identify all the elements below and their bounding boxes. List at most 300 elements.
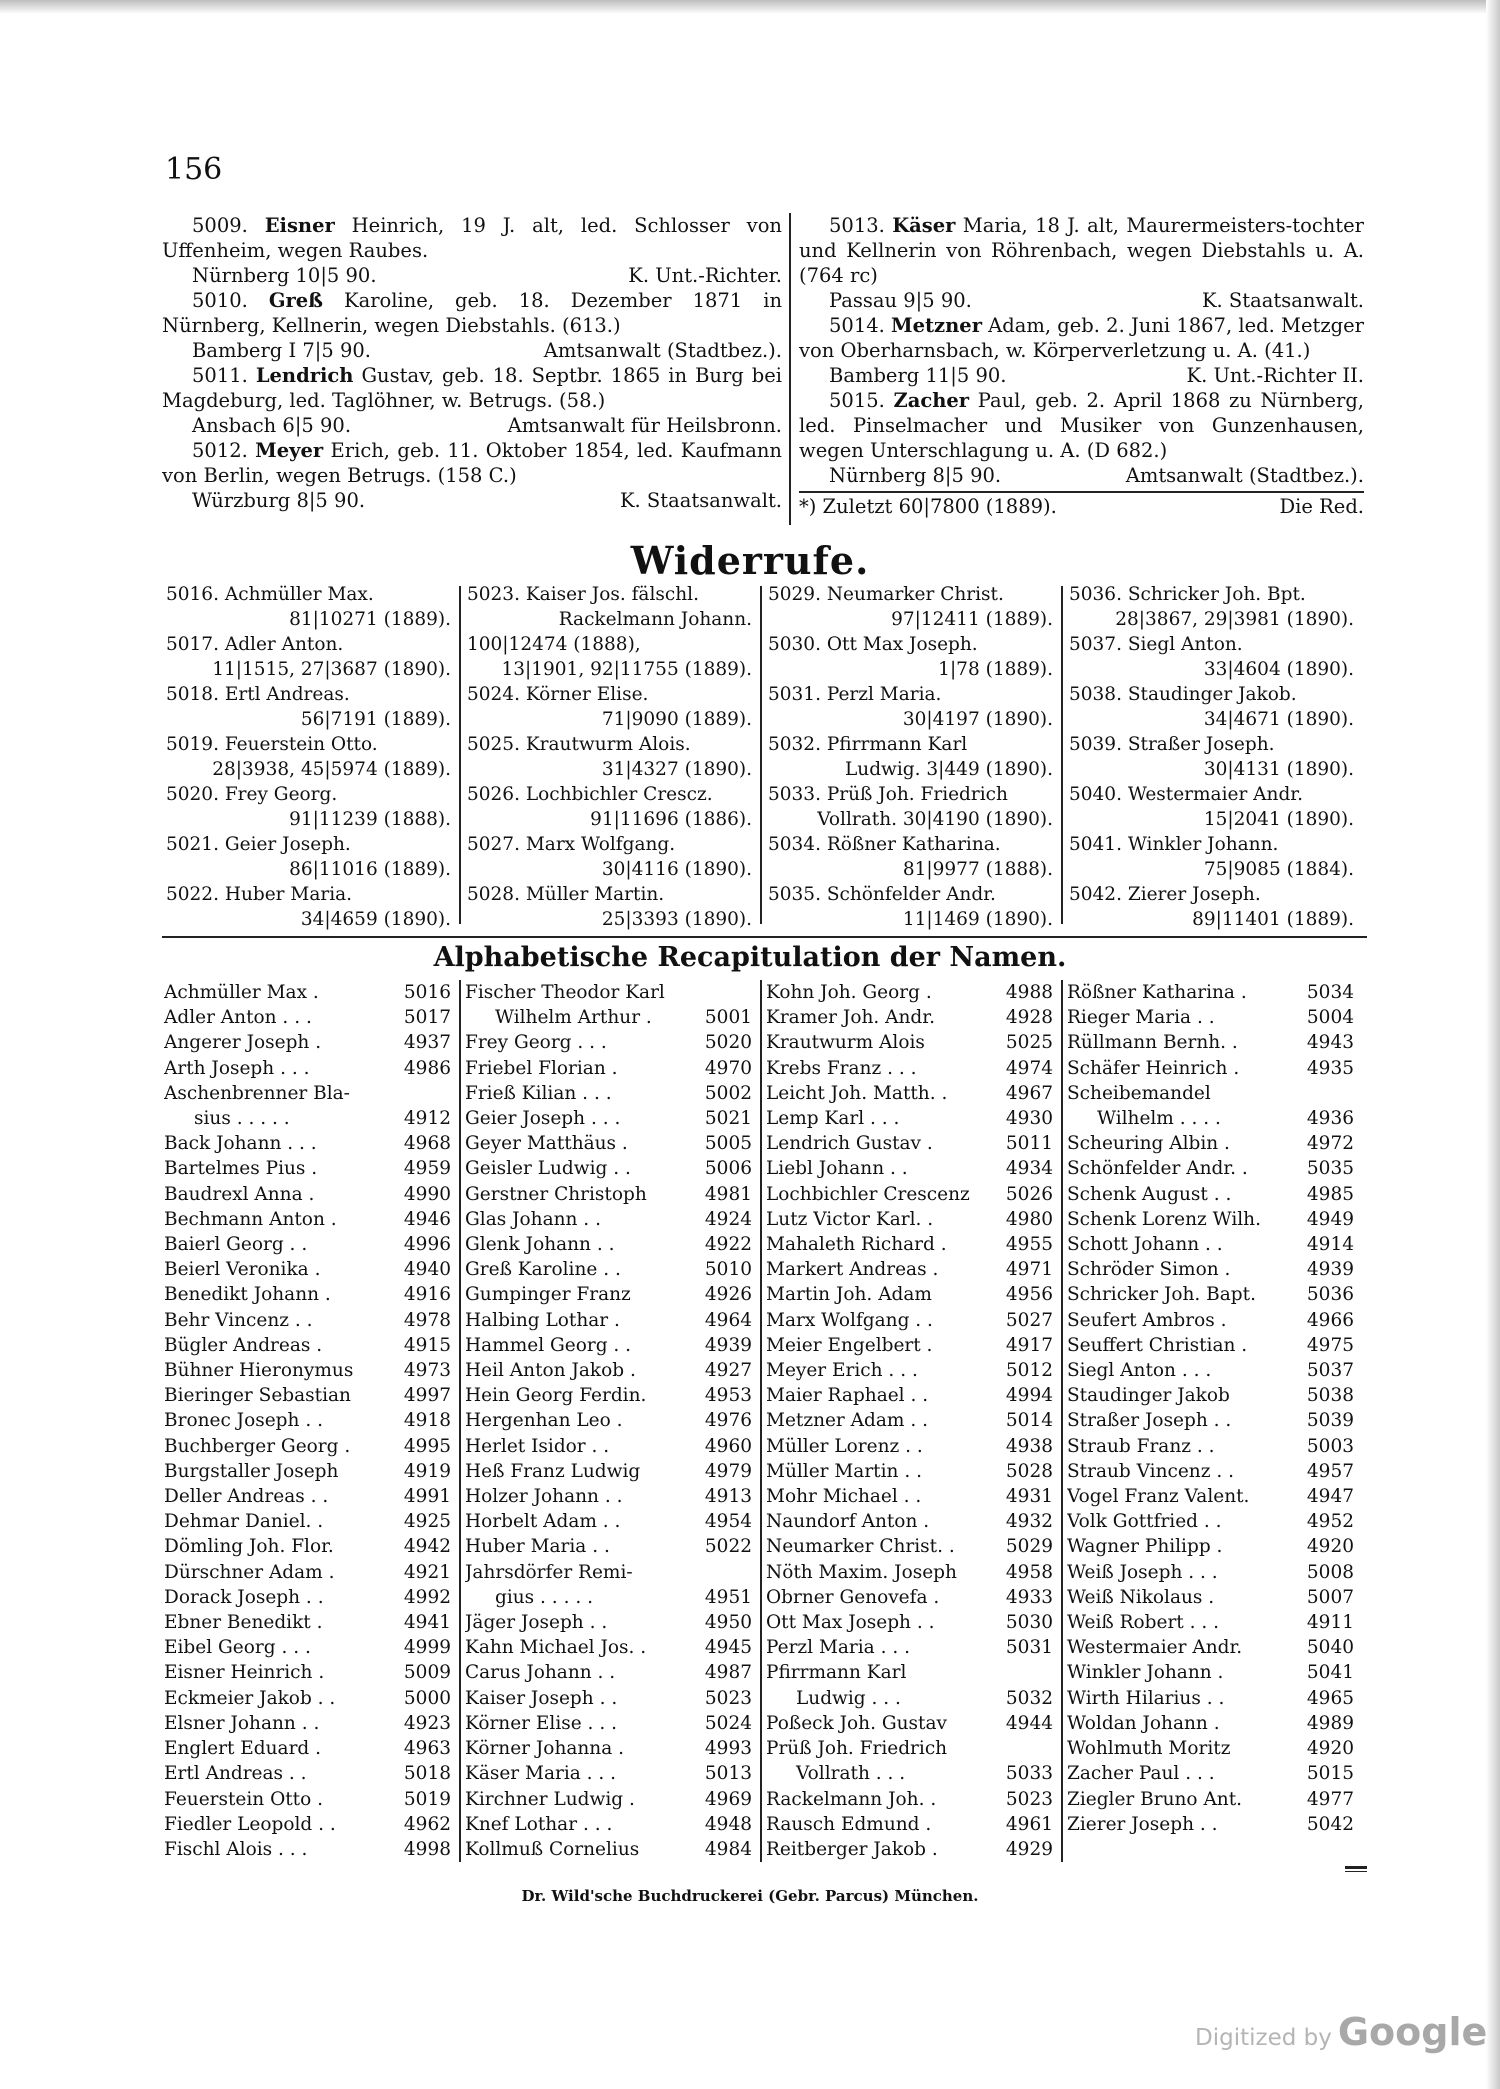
recap-number: 4955 — [1005, 1234, 1053, 1256]
widerruf-reference: 11|1469 (1890). — [902, 909, 1053, 930]
recap-number: 4971 — [1005, 1259, 1053, 1281]
recap-row — [766, 1585, 1059, 1610]
recap-number: 4959 — [403, 1158, 451, 1180]
recap-number: 4958 — [1005, 1561, 1053, 1583]
recap-name: Seuffert Christian . — [1067, 1334, 1248, 1356]
recap-number: 4956 — [1005, 1284, 1053, 1306]
recap-name: Back Johann . . . — [164, 1133, 317, 1155]
recap-number: 4968 — [403, 1133, 451, 1155]
entry-number: 5009. — [192, 214, 248, 237]
widerruf-item — [768, 582, 1057, 632]
recap-row — [465, 1333, 758, 1358]
widerruf-reference: 81|10271 (1889). — [289, 609, 451, 630]
recap-name: Scheibemandel — [1067, 1082, 1211, 1104]
recap-row — [164, 1812, 457, 1837]
recap-number: 4954 — [704, 1511, 752, 1533]
recap-number: 5034 — [1306, 982, 1354, 1003]
entry-number: 5011. — [192, 364, 248, 387]
widerruf-name: 5024. Körner Elise. — [467, 684, 649, 705]
recap-row — [465, 1232, 758, 1257]
entry — [162, 213, 782, 288]
recap-number: 5025 — [1005, 1032, 1053, 1054]
entries-right-column — [799, 213, 1364, 519]
recap-number: 4927 — [704, 1360, 752, 1382]
widerruf-reference: 31|4327 (1890). — [601, 759, 752, 780]
recap-row — [465, 1056, 758, 1081]
widerruf-item — [1069, 782, 1358, 832]
recap-row — [465, 1030, 758, 1055]
widerruf-item — [467, 832, 756, 882]
widerruf-name: 5017. Adler Anton. — [166, 634, 344, 655]
recap-name: Lemp Karl . . . — [766, 1108, 900, 1130]
recap-name: Körner Elise . . . — [465, 1712, 617, 1734]
recap-row — [766, 1711, 1059, 1736]
entry-authority: Amtsanwalt (Stadtbez.). — [543, 339, 782, 362]
recap-name: Lutz Victor Karl. . — [766, 1208, 934, 1230]
recap-number: 4947 — [1306, 1486, 1354, 1508]
recap-name: Kohn Joh. Georg . — [766, 982, 932, 1003]
widerruf-column — [467, 582, 756, 932]
recap-name: Achmüller Max . — [164, 982, 319, 1003]
recap-name: Heil Anton Jakob . — [465, 1360, 636, 1382]
recap-row — [465, 1787, 758, 1812]
recap-name: Dömling Joh. Flor. — [164, 1536, 334, 1558]
recap-row — [164, 1610, 457, 1635]
entry-number: 5014. — [829, 314, 885, 337]
recap-number: 5026 — [1005, 1183, 1053, 1205]
recap-row — [465, 1585, 758, 1610]
recap-name: Zacher Paul . . . — [1067, 1763, 1215, 1785]
recap-number: 4923 — [403, 1712, 451, 1734]
recap-row — [766, 1686, 1059, 1711]
column-divider — [789, 213, 791, 525]
recap-row — [164, 1761, 457, 1786]
recap-number: 4997 — [403, 1385, 451, 1407]
recap-number: 4976 — [704, 1410, 752, 1432]
recapitulation-section — [162, 980, 1367, 1862]
recap-row — [1067, 1787, 1360, 1812]
recap-row — [465, 1534, 758, 1559]
column-divider — [1061, 586, 1063, 924]
recap-name: Jäger Joseph . . — [465, 1612, 608, 1634]
recap-number: 4914 — [1306, 1234, 1354, 1256]
widerruf-reference: 30|4116 (1890). — [601, 859, 752, 880]
widerruf-reference: 30|4131 (1890). — [1203, 759, 1354, 780]
recap-name: Kaiser Joseph . . — [465, 1687, 618, 1709]
entry-text — [799, 313, 1364, 363]
recap-number: 5030 — [1005, 1612, 1053, 1634]
recap-row — [164, 1232, 457, 1257]
recap-name: Hergenhan Leo . — [465, 1410, 623, 1432]
recap-name: Bügler Andreas . — [164, 1334, 323, 1356]
recap-name: Knef Lothar . . . — [465, 1813, 613, 1835]
recap-row — [1067, 1333, 1360, 1358]
recap-name: Ziegler Bruno Ant. — [1067, 1788, 1243, 1810]
recap-row — [465, 1005, 758, 1030]
recap-row — [766, 1232, 1059, 1257]
entry-name: Zacher — [893, 389, 970, 412]
recap-row — [465, 1358, 758, 1383]
recap-name: Behr Vincenz . . — [164, 1309, 313, 1331]
recap-name: Rackelmann Joh. . — [766, 1788, 937, 1810]
recap-row — [164, 1131, 457, 1156]
recap-number: 4940 — [403, 1259, 451, 1281]
recap-name: Markert Andreas . — [766, 1259, 939, 1281]
recap-row — [1067, 1484, 1360, 1509]
recap-name: Deller Andreas . . — [164, 1486, 329, 1508]
recap-row — [766, 1308, 1059, 1333]
scan-edge-right — [1486, 0, 1500, 2089]
entry-text — [799, 213, 1364, 288]
recap-name: Kirchner Ludwig . — [465, 1788, 635, 1810]
recap-name: Straub Vincenz . . — [1067, 1460, 1234, 1482]
recap-row — [164, 1056, 457, 1081]
recap-number: 4973 — [403, 1360, 451, 1382]
recap-row — [1067, 1383, 1360, 1408]
recap-row — [766, 1812, 1059, 1837]
recap-row — [766, 980, 1059, 1005]
recap-number: 4933 — [1005, 1586, 1053, 1608]
widerruf-item — [467, 682, 756, 732]
page-number: 156 — [165, 152, 223, 187]
recap-row — [465, 1156, 758, 1181]
recap-row — [465, 1736, 758, 1761]
recap-number: 4984 — [704, 1838, 752, 1860]
recap-number: 5021 — [704, 1108, 752, 1130]
entry — [799, 388, 1364, 488]
recap-number: 4999 — [403, 1637, 451, 1659]
recap-number: 5011 — [1005, 1133, 1053, 1155]
recap-column — [766, 980, 1059, 1862]
recap-row — [164, 1358, 457, 1383]
recap-row — [465, 1660, 758, 1685]
recap-row — [1067, 1257, 1360, 1282]
recap-row — [164, 1434, 457, 1459]
recap-number: 4930 — [1005, 1108, 1053, 1130]
entry-authority: Amtsanwalt (Stadtbez.). — [1125, 464, 1364, 487]
recap-row — [1067, 1434, 1360, 1459]
recap-row — [766, 1434, 1059, 1459]
recap-name: Siegl Anton . . . — [1067, 1360, 1212, 1382]
widerruf-reference: 28|3938, 45|5974 (1889). — [212, 759, 451, 780]
recap-row — [1067, 1711, 1360, 1736]
recap-number: 4995 — [403, 1435, 451, 1457]
widerruf-item — [467, 582, 756, 632]
widerruf-name: 5042. Zierer Joseph. — [1069, 884, 1261, 905]
widerruf-item — [166, 732, 455, 782]
recap-name: Ertl Andreas . . — [164, 1763, 307, 1785]
recap-number: 5014 — [1005, 1410, 1053, 1432]
recap-number: 4912 — [403, 1108, 451, 1130]
recap-row — [164, 1106, 457, 1131]
recap-number: 5000 — [403, 1687, 451, 1709]
widerruf-item — [1069, 882, 1358, 932]
recap-name: Glas Johann . . — [465, 1208, 601, 1230]
recap-row — [465, 1837, 758, 1862]
recap-row — [766, 1459, 1059, 1484]
recap-name: Baudrexl Anna . — [164, 1183, 315, 1205]
recap-name: Staudinger Jakob — [1067, 1385, 1230, 1407]
recap-row — [1067, 1182, 1360, 1207]
recap-row — [766, 1005, 1059, 1030]
recap-name: Kramer Joh. Andr. — [766, 1007, 935, 1029]
recap-name: Jahrsdörfer Remi- — [465, 1561, 633, 1583]
recap-number: 4951 — [704, 1586, 752, 1608]
column-divider — [760, 586, 762, 924]
recap-row — [1067, 1282, 1360, 1307]
recap-row — [766, 1837, 1059, 1862]
recap-name: Reitberger Jakob . — [766, 1838, 938, 1860]
recap-name: Lochbichler Crescenz — [766, 1183, 970, 1205]
widerruf-reference: 30|4197 (1890). — [902, 709, 1053, 730]
recap-name: Arth Joseph . . . — [164, 1057, 310, 1079]
widerruf-name: 5040. Westermaier Andr. — [1069, 784, 1303, 805]
recap-name: Ebner Benedikt . — [164, 1612, 323, 1634]
recap-name: Geisler Ludwig . . — [465, 1158, 631, 1180]
recap-row — [164, 1787, 457, 1812]
recap-name: Bechmann Anton . — [164, 1208, 337, 1230]
widerruf-name: 5031. Perzl Maria. — [768, 684, 942, 705]
recap-name: Bartelmes Pius . — [164, 1158, 318, 1180]
recap-name: Friebel Florian . — [465, 1057, 618, 1079]
recap-row — [766, 1534, 1059, 1559]
recap-row — [766, 1131, 1059, 1156]
entry-location-line — [162, 263, 782, 288]
entry-description: Karoline, geb. 18. Dezember 1871 in Nürnberg, Kellnerin, wegen Diebstahls. (613.) — [162, 289, 782, 337]
widerruf-item — [1069, 582, 1358, 632]
recap-row — [1067, 1686, 1360, 1711]
recap-name: Adler Anton . . . — [164, 1007, 312, 1029]
widerruf-item — [1069, 632, 1358, 682]
recap-column — [1067, 980, 1360, 1837]
recap-number: 4978 — [403, 1309, 451, 1331]
entry-text — [162, 438, 782, 488]
recap-name: Martin Joh. Adam — [766, 1284, 932, 1306]
widerruf-reference: Vollrath. 30|4190 (1890). — [817, 809, 1053, 830]
recap-name: Schönfelder Andr. . — [1067, 1158, 1248, 1180]
entry — [162, 438, 782, 513]
entry-text — [162, 213, 782, 263]
recap-row — [766, 1282, 1059, 1307]
widerruf-item — [467, 882, 756, 932]
recap-row — [1067, 1106, 1360, 1131]
recap-row — [164, 1560, 457, 1585]
entry-name: Käser — [892, 214, 956, 237]
recap-row — [766, 1383, 1059, 1408]
recap-row — [164, 1459, 457, 1484]
entry-authority: Amtsanwalt für Heilsbronn. — [507, 414, 782, 437]
recap-row — [164, 1484, 457, 1509]
recap-row — [766, 1660, 1059, 1685]
recap-name: Marx Wolfgang . . — [766, 1309, 933, 1331]
entry-location: Nürnberg 8|5 90. — [829, 464, 1002, 487]
recap-name: Metzner Adam . . — [766, 1410, 928, 1432]
digitized-watermark — [1195, 2010, 1487, 2054]
recap-row — [465, 1761, 758, 1786]
widerruf-item — [166, 882, 455, 932]
widerruf-reference: 91|11239 (1888). — [289, 809, 451, 830]
recap-name: Halbing Lothar . — [465, 1309, 620, 1331]
recap-number: 4924 — [704, 1208, 752, 1230]
recap-row — [465, 1282, 758, 1307]
recap-number: 4964 — [704, 1309, 752, 1331]
recap-row — [465, 1434, 758, 1459]
recap-number: 4950 — [704, 1612, 752, 1634]
recap-name: Rieger Maria . . — [1067, 1007, 1215, 1029]
recap-number: 4988 — [1005, 982, 1053, 1003]
entry — [799, 313, 1364, 388]
widerruf-name: 5038. Staudinger Jakob. — [1069, 684, 1297, 705]
recap-row — [1067, 1761, 1360, 1786]
widerruf-item — [1069, 682, 1358, 732]
recap-name: Mohr Michael . . — [766, 1486, 922, 1508]
widerruf-name: 5026. Lochbichler Crescz. — [467, 784, 713, 805]
widerruf-reference: 25|3393 (1890). — [601, 909, 752, 930]
widerruf-name: 5039. Straßer Joseph. — [1069, 734, 1275, 755]
recap-number: 4967 — [1005, 1082, 1053, 1104]
recap-number: 4966 — [1306, 1309, 1354, 1331]
widerruf-reference: 97|12411 (1889). — [891, 609, 1053, 630]
recap-number: 4957 — [1306, 1460, 1354, 1482]
recap-row — [766, 1030, 1059, 1055]
recap-name: Hammel Georg . . — [465, 1334, 632, 1356]
recap-row — [766, 1484, 1059, 1509]
recap-number: 5039 — [1306, 1410, 1354, 1432]
recap-row — [1067, 1030, 1360, 1055]
recap-number: 5012 — [1005, 1360, 1053, 1382]
entry-description: Maria, 18 J. alt, Maurermeisters-tochter und Kellnerin von Röhrenbach, wegen Diebstahls u. A. (764 rc) — [799, 214, 1365, 287]
recap-name: Schröder Simon . — [1067, 1259, 1231, 1281]
recap-row — [164, 1686, 457, 1711]
widerruf-name: 5036. Schricker Joh. Bpt. — [1069, 584, 1306, 605]
recap-row — [465, 1560, 758, 1585]
recap-row — [465, 1383, 758, 1408]
recap-name: Baierl Georg . . — [164, 1234, 308, 1256]
recap-name: Kahn Michael Jos. . — [465, 1637, 647, 1659]
recap-name: Weiß Robert . . . — [1067, 1612, 1220, 1634]
recap-row — [465, 1408, 758, 1433]
widerruf-reference: 89|11401 (1889). — [1192, 909, 1354, 930]
recap-row — [766, 1081, 1059, 1106]
recap-name: Heß Franz Ludwig — [465, 1460, 641, 1482]
recap-name: Pfirrmann Karl — [766, 1662, 907, 1684]
widerruf-name: 5035. Schönfelder Andr. — [768, 884, 996, 905]
recap-number: 5001 — [704, 1007, 752, 1029]
recap-number: 4938 — [1005, 1435, 1053, 1457]
recap-number: 4945 — [704, 1637, 752, 1659]
recap-column — [164, 980, 457, 1862]
recap-name: Lendrich Gustav . — [766, 1133, 933, 1155]
recap-number: 5042 — [1306, 1813, 1354, 1835]
entry-text — [799, 388, 1364, 463]
recap-name: Neumarker Christ. . — [766, 1536, 955, 1558]
recap-number: 5041 — [1306, 1662, 1354, 1684]
footnote-sign: Die Red. — [1279, 495, 1364, 518]
recap-row — [766, 1207, 1059, 1232]
recap-name: Weiß Joseph . . . — [1067, 1561, 1218, 1583]
recap-name: Winkler Johann . — [1067, 1662, 1224, 1684]
recap-name: Rausch Edmund . — [766, 1813, 932, 1835]
entries-section — [162, 213, 1367, 533]
recap-row — [766, 1156, 1059, 1181]
entry — [799, 213, 1364, 313]
recap-number: 4920 — [1306, 1738, 1354, 1760]
entry-location: Nürnberg 10|5 90. — [192, 264, 377, 287]
recap-name: Bieringer Sebastian — [164, 1385, 351, 1407]
recap-name: Gerstner Christoph — [465, 1183, 647, 1205]
recap-name: gius . . . . . — [495, 1586, 593, 1608]
recap-row — [164, 1257, 457, 1282]
widerruf-column — [768, 582, 1057, 932]
widerruf-item — [1069, 732, 1358, 782]
recap-number: 4939 — [1306, 1259, 1354, 1281]
recap-name: Eisner Heinrich . — [164, 1662, 325, 1684]
recap-name: Prüß Joh. Friedrich — [766, 1738, 948, 1760]
recap-row — [1067, 1635, 1360, 1660]
widerruf-name: 5018. Ertl Andreas. — [166, 684, 350, 705]
recap-name: Maier Raphael . . — [766, 1385, 929, 1407]
recap-number: 4981 — [704, 1183, 752, 1205]
recap-row — [766, 1509, 1059, 1534]
recap-number: 5031 — [1005, 1637, 1053, 1659]
recap-row — [164, 1635, 457, 1660]
recap-number: 4979 — [704, 1460, 752, 1482]
recap-number: 4920 — [1306, 1536, 1354, 1558]
recap-number: 5033 — [1005, 1763, 1053, 1785]
recap-row — [164, 1408, 457, 1433]
widerruf-reference: 91|11696 (1886). — [590, 809, 752, 830]
entry-name: Lendrich — [255, 364, 354, 387]
recap-name: Schenk Lorenz Wilh. — [1067, 1208, 1261, 1230]
recap-row — [1067, 1509, 1360, 1534]
entry-text — [162, 288, 782, 338]
recap-number: 4990 — [403, 1183, 451, 1205]
recap-name: Straßer Joseph . . — [1067, 1410, 1232, 1432]
recap-number: 4918 — [403, 1410, 451, 1432]
column-divider — [459, 980, 461, 1862]
entry — [162, 363, 782, 438]
recap-number: 5022 — [704, 1536, 752, 1558]
entry-location-line — [799, 363, 1364, 388]
google-logo: Google — [1337, 2010, 1488, 2054]
recap-name: Eckmeier Jakob . . — [164, 1687, 336, 1709]
widerruf-reference: Ludwig. 3|449 (1890). — [845, 759, 1053, 780]
entry-description: Paul, geb. 2. April 1868 zu Nürnberg, led. Pinselmacher und Musiker von Gunzenhausen, wegen Unterschlagung u. A. (D 682.) — [799, 389, 1364, 462]
recap-number: 4998 — [403, 1838, 451, 1860]
recap-row — [164, 1534, 457, 1559]
recap-number: 4936 — [1306, 1108, 1354, 1130]
widerruf-item — [768, 882, 1057, 932]
recap-name: Ott Max Joseph . . — [766, 1612, 935, 1634]
recap-number: 4993 — [704, 1738, 752, 1760]
widerruf-reference: 28|3867, 29|3981 (1890). — [1115, 609, 1354, 630]
recap-name: Burgstaller Joseph — [164, 1460, 339, 1482]
recap-number: 4986 — [403, 1057, 451, 1079]
recap-number: 4977 — [1306, 1788, 1354, 1810]
recap-name: Benedikt Johann . — [164, 1284, 331, 1306]
recap-name: Hein Georg Ferdin. — [465, 1385, 647, 1407]
recap-number: 4935 — [1306, 1057, 1354, 1079]
printer-imprint: Dr. Wild'sche Buchdruckerei (Gebr. Parcus) München. — [521, 1887, 979, 1905]
recap-number: 4975 — [1306, 1334, 1354, 1356]
recap-number: 5038 — [1306, 1385, 1354, 1407]
widerruf-column — [166, 582, 455, 932]
widerruf-reference: 13|1901, 92|11755 (1889). — [501, 659, 752, 680]
recap-name: Fischer Theodor Karl — [465, 982, 665, 1003]
recap-row — [766, 1560, 1059, 1585]
recap-name: Krautwurm Alois — [766, 1032, 925, 1054]
recap-row — [1067, 1534, 1360, 1559]
